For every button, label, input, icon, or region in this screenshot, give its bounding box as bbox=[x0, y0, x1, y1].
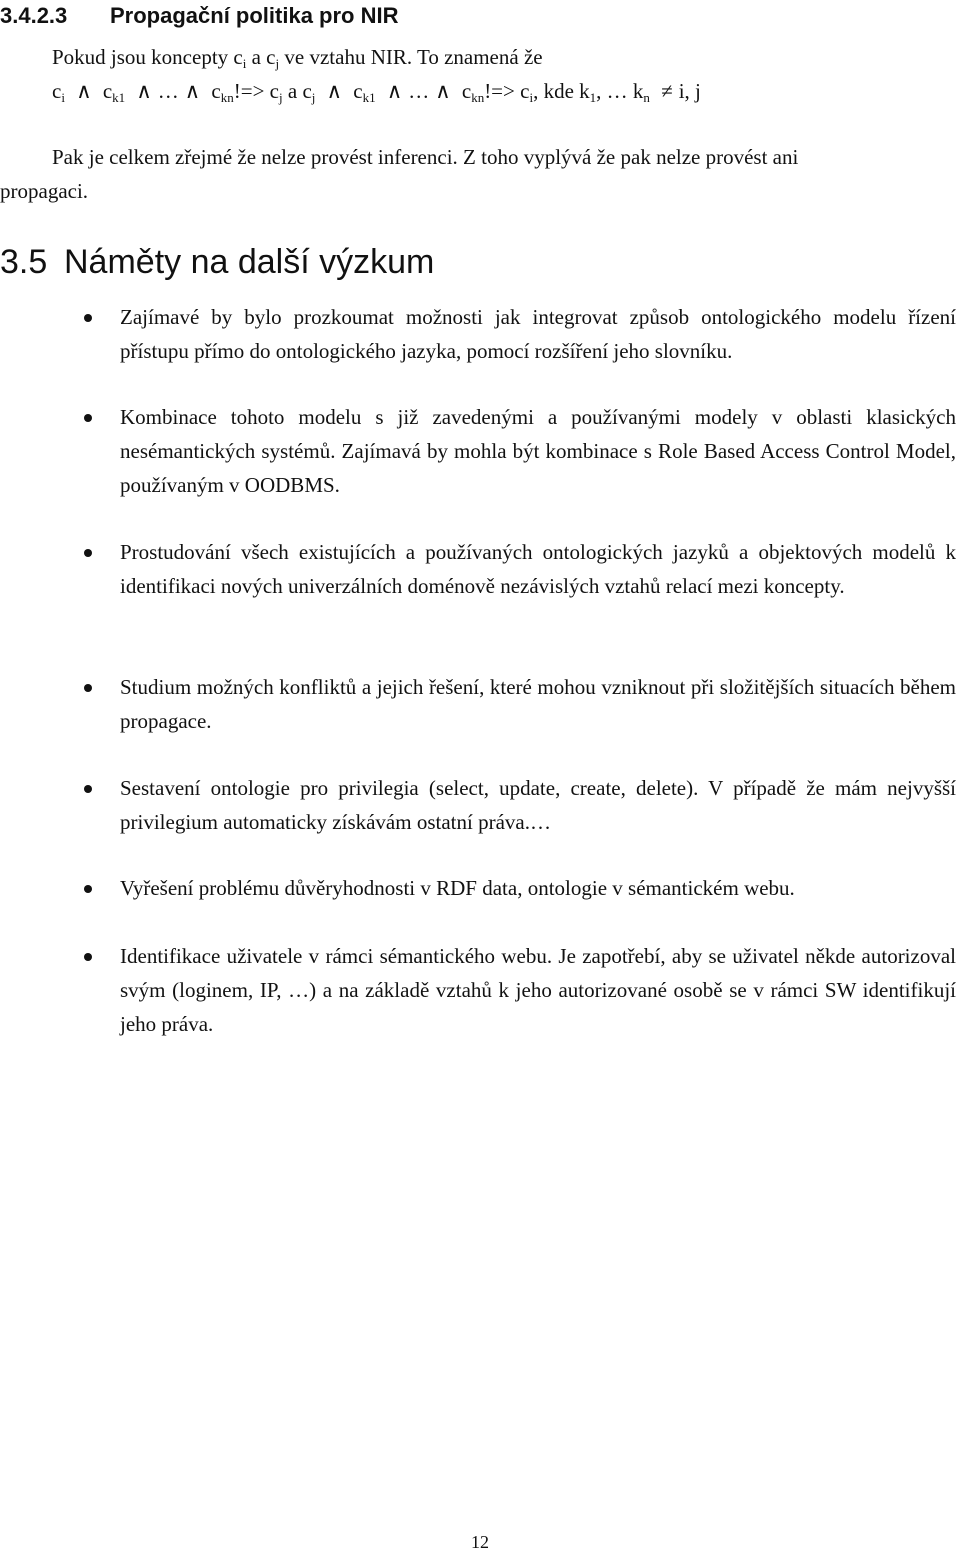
formula-subscript: j bbox=[311, 90, 316, 105]
list-item-text: Sestavení ontologie pro privilegia (select, update, create, delete). V případě že mám nejvyšší privilegium automaticky získávám ostatní práva.… bbox=[120, 776, 956, 834]
formula-subscript: k1 bbox=[112, 90, 126, 105]
formula-symbol: c bbox=[211, 79, 221, 103]
list-item-text: Studium možných konfliktů a jejich řešení, které mohou vzniknout při složitějších situacích během propagace. bbox=[120, 675, 956, 733]
subsection-title: Propagační politika pro NIR bbox=[110, 3, 399, 28]
formula-symbol: c bbox=[520, 79, 530, 103]
formula-symbol: c bbox=[102, 79, 113, 103]
formula-text: a c bbox=[246, 45, 276, 69]
formula-text: i, j bbox=[678, 79, 701, 103]
wedge-symbol: ∧ bbox=[184, 79, 201, 103]
formula-subscript: i bbox=[61, 90, 65, 105]
list-item bbox=[120, 871, 956, 905]
list-item bbox=[120, 400, 956, 502]
page-number: 12 bbox=[471, 1532, 489, 1552]
wedge-symbol: ∧ bbox=[76, 79, 92, 103]
list-item-text: Kombinace tohoto modelu s již zavedenými a používanými modely v oblasti klasických nesémantických systémů. Zajímavá by mohla být kombinace s Role Based Access Control Model, používaným v OODBMS. bbox=[120, 405, 956, 497]
conclusion-line-2: propagaci. bbox=[0, 179, 89, 203]
formula-text: , kde k bbox=[533, 79, 590, 103]
list-item bbox=[120, 535, 956, 603]
formula-line-1 bbox=[52, 40, 701, 74]
formula-text: ve vztahu NIR. To znamená že bbox=[279, 45, 543, 69]
list-item-text: Identifikace uživatele v rámci sémantického webu. Je zapotřebí, aby se uživatel někde autorizoval svým (loginem, IP, …) a na základě vztahů k jeho autorizované osobě se v rámci SW identifikují jeho práva. bbox=[120, 944, 956, 1036]
formula-subscript: n bbox=[643, 90, 650, 105]
formula-subscript: j bbox=[275, 56, 280, 71]
ellipsis-symbol: … bbox=[606, 79, 628, 103]
wedge-symbol: ∧ bbox=[386, 79, 403, 103]
ellipsis-symbol: … bbox=[408, 79, 430, 103]
implies-symbol: !=> bbox=[233, 79, 265, 103]
not-equal-symbol: ≠ bbox=[661, 79, 673, 103]
bullet-icon bbox=[84, 885, 92, 893]
formula-line-2 bbox=[52, 74, 701, 108]
formula-symbol: c bbox=[269, 79, 279, 103]
formula-subscript: 1 bbox=[589, 90, 597, 105]
section-title: Náměty na další výzkum bbox=[64, 243, 435, 281]
list-item bbox=[120, 670, 956, 738]
formula-subscript: kn bbox=[220, 90, 234, 105]
bullet-icon bbox=[84, 785, 92, 793]
formula-subscript: kn bbox=[471, 90, 485, 105]
formula-block bbox=[52, 40, 701, 108]
list-item-text: Prostudování všech existujících a používaných ontologických jazyků a objektových modelů k identifikaci nových univerzálních doménově nezávislých vztahů relací mezi koncepty. bbox=[120, 540, 956, 598]
wedge-symbol: ∧ bbox=[136, 79, 152, 103]
formula-text: a bbox=[287, 79, 298, 103]
formula-symbol: c bbox=[353, 79, 363, 103]
implies-symbol: !=> bbox=[484, 79, 515, 103]
conclusion-line-1: Pak je celkem zřejmé že nelze provést inferenci. Z toho vyplývá že pak nelze provést ani bbox=[52, 145, 799, 169]
wedge-symbol: ∧ bbox=[326, 79, 343, 103]
formula-subscript: j bbox=[279, 90, 283, 105]
formula-symbol: c bbox=[461, 79, 472, 103]
formula-text: Pokud jsou koncepty c bbox=[52, 45, 243, 69]
bullet-icon bbox=[84, 953, 92, 961]
formula-text: , bbox=[596, 79, 602, 103]
list-item bbox=[120, 300, 956, 368]
list-item-text: Zajímavé by bylo prozkoumat možnosti jak integrovat způsob ontologického modelu řízení přístupu přímo do ontologického jazyka, pomocí rozšíření jeho slovníku. bbox=[120, 305, 956, 363]
formula-subscript: k1 bbox=[362, 90, 376, 105]
bullet-icon bbox=[84, 684, 92, 692]
formula-subscript: i bbox=[529, 90, 534, 105]
bullet-icon bbox=[84, 314, 92, 322]
formula-symbol: c bbox=[52, 79, 62, 103]
bullet-icon bbox=[84, 414, 92, 422]
list-item bbox=[120, 771, 956, 839]
subsection-heading bbox=[0, 2, 398, 30]
formula-symbol: c bbox=[302, 79, 312, 103]
subsection-number: 3.4.2.3 bbox=[0, 3, 68, 28]
wedge-symbol: ∧ bbox=[435, 79, 451, 103]
formula-subscript: i bbox=[242, 56, 247, 71]
section-number: 3.5 bbox=[0, 243, 48, 281]
formula-symbol: k bbox=[632, 79, 644, 103]
bullet-icon bbox=[84, 549, 92, 557]
conclusion-paragraph bbox=[0, 140, 920, 208]
ellipsis-symbol: … bbox=[157, 79, 179, 103]
section-heading bbox=[0, 238, 434, 286]
list-item bbox=[120, 939, 956, 1041]
list-item-text: Vyřešení problému důvěryhodnosti v RDF data, ontologie v sémantickém webu. bbox=[120, 876, 795, 900]
